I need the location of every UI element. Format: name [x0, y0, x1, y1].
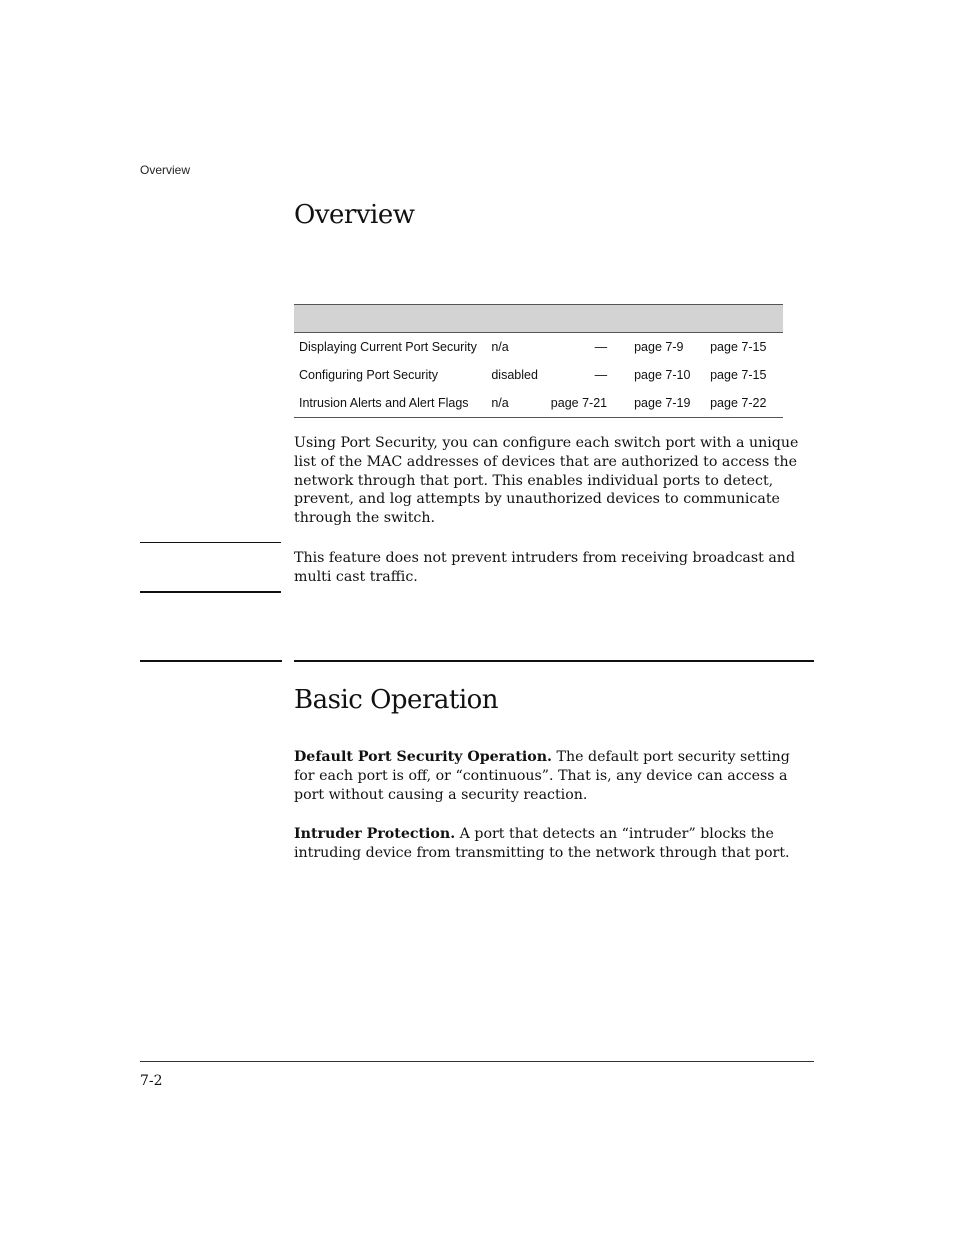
- feature-cell: Intrusion Alerts and Alert Flags: [294, 389, 486, 418]
- port-security-table: [294, 304, 783, 418]
- cli-cell: page 7-9: [634, 340, 684, 354]
- note-paragraph: This feature does not prevent intruders from receiving broadcast and multi cast traffic.: [294, 550, 796, 585]
- header-cell: [705, 305, 783, 333]
- table-row: [294, 389, 783, 418]
- header-cell: [486, 305, 545, 333]
- section-rule-right: [294, 660, 814, 662]
- feature-cell: Displaying Current Port Security: [299, 340, 477, 354]
- default-cell: n/a: [491, 340, 509, 354]
- menu-cell: page 7-21: [546, 389, 629, 418]
- note-bottom-rule: [140, 591, 281, 593]
- footer-rule: [140, 1061, 814, 1062]
- header-cell: [294, 305, 486, 333]
- table-row: [294, 361, 783, 389]
- default-operation-text: The default port security setting for each port is off, or “continuous”. That is, any device can access a port without causing a security reaction.: [294, 749, 790, 803]
- feature-cell: Configuring Port Security: [299, 368, 438, 382]
- table-row: [294, 333, 783, 362]
- web-cell: page 7-15: [710, 368, 767, 382]
- default-cell: n/a: [486, 389, 545, 418]
- header-cell: [629, 305, 705, 333]
- table-body: [294, 333, 783, 418]
- cli-cell: page 7-19: [629, 389, 705, 418]
- table-header: [294, 305, 783, 333]
- running-head: Overview: [140, 163, 191, 177]
- table-header-row: [294, 305, 783, 333]
- default-cell: disabled: [491, 368, 538, 382]
- overview-title: Overview: [294, 200, 415, 230]
- intruder-protection-text: A port that detects an “intruder” blocks the intruding device from transmitting to the network through that port.: [294, 826, 790, 861]
- intruder-protection-heading: Intruder Protection.: [294, 826, 456, 842]
- note-top-rule: [140, 542, 281, 543]
- menu-cell: —: [594, 340, 608, 354]
- default-operation-heading: Default Port Security Operation.: [294, 749, 553, 765]
- header-cell: [546, 305, 629, 333]
- cli-cell: page 7-10: [634, 368, 691, 382]
- intro-paragraph: Using Port Security, you can configure each switch port with a unique list of the MAC addresses of devices that are authorized to access the network through that port. This enables individual ports to detect, prevent, and log attempts by unauthorized devices to communicate through the switch.: [294, 435, 799, 527]
- web-cell: page 7-15: [710, 340, 767, 354]
- intruder-protection-paragraph: [294, 825, 814, 863]
- menu-cell: —: [594, 368, 608, 382]
- page-number: 7-2: [140, 1073, 163, 1089]
- web-cell: page 7-22: [705, 389, 783, 418]
- feature-table: [294, 304, 783, 418]
- section-rule-left: [140, 660, 282, 662]
- default-operation-paragraph: [294, 748, 814, 804]
- basic-operation-title: Basic Operation: [294, 685, 499, 715]
